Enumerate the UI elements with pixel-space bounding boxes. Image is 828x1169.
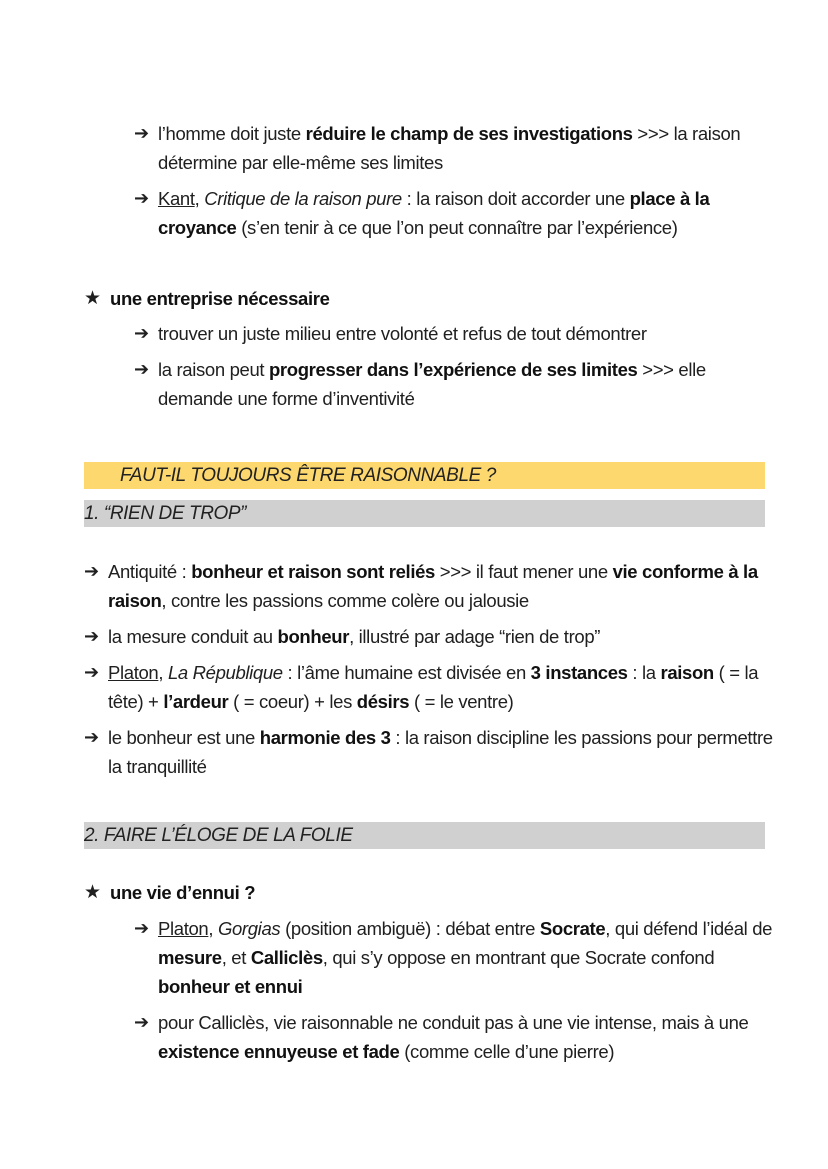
entreprise-list bbox=[134, 319, 774, 413]
bold-text: désirs bbox=[356, 691, 410, 712]
text-run: : la raison discipline les passions pour permettre la tranquillité bbox=[108, 727, 773, 777]
section2-list bbox=[134, 914, 774, 1066]
list-item bbox=[134, 119, 774, 177]
bold-text: vie conforme à la raison bbox=[108, 561, 758, 611]
underlined-text: Platon bbox=[158, 918, 209, 939]
arrow-icon: ➔ bbox=[84, 662, 99, 682]
list-item bbox=[134, 319, 774, 348]
list-item bbox=[84, 658, 774, 716]
list-item bbox=[84, 622, 774, 651]
bold-text: harmonie des 3 bbox=[259, 727, 391, 748]
list-item bbox=[134, 1008, 774, 1066]
arrow-icon: ➔ bbox=[84, 561, 99, 581]
text-run: trouver un juste milieu entre volonté et refus de tout démontrer bbox=[158, 323, 647, 344]
bold-text: existence ennuyeuse et fade bbox=[158, 1041, 400, 1062]
bold-text: progresser dans l’expérience de ses limites bbox=[268, 359, 638, 380]
bold-text: réduire le champ de ses investigations bbox=[305, 123, 633, 144]
text-run: la raison peut bbox=[158, 359, 269, 380]
text-run: , illustré par adage “rien de trop” bbox=[349, 626, 601, 647]
text-run: , bbox=[208, 918, 218, 939]
bold-text: raison bbox=[660, 662, 714, 683]
text-run: >>> il faut mener une bbox=[434, 561, 613, 582]
text-run: la mesure conduit au bbox=[108, 626, 278, 647]
text-run: (s’en tenir à ce que l’on peut connaître par l’expérience) bbox=[236, 217, 678, 238]
chapter-title-text: FAUT-IL TOUJOURS ÊTRE RAISONNABLE ? bbox=[120, 465, 496, 486]
entreprise-heading bbox=[84, 284, 774, 313]
underlined-text: Platon bbox=[108, 662, 159, 683]
text-run: ( = le ventre) bbox=[409, 691, 514, 712]
list-item-text bbox=[158, 119, 774, 177]
section2-title-text: 2. FAIRE L’ÉLOGE DE LA FOLIE bbox=[84, 825, 353, 846]
list-item bbox=[134, 914, 774, 1001]
text-run: : la raison doit accorder une bbox=[401, 188, 630, 209]
section1-title-text: 1. “RIEN DE TROP” bbox=[84, 503, 247, 524]
section-heading: une entreprise nécessaire bbox=[110, 288, 330, 309]
list-item-text bbox=[158, 914, 774, 1001]
arrow-icon: ➔ bbox=[134, 323, 149, 343]
text-run: , et bbox=[221, 947, 251, 968]
italic-text: La République bbox=[167, 662, 283, 683]
list-item bbox=[84, 723, 774, 781]
arrow-icon: ➔ bbox=[134, 918, 149, 938]
text-run: : la bbox=[627, 662, 661, 683]
text-run: >>> elle demande une forme d’inventivité bbox=[158, 359, 706, 409]
star-icon: ★ bbox=[84, 288, 101, 309]
list-item bbox=[134, 184, 774, 242]
text-run: ( = la tête) + bbox=[108, 662, 759, 712]
arrow-icon: ➔ bbox=[134, 1012, 149, 1032]
text-run: , qui s’y oppose en montrant que Socrate confond bbox=[322, 947, 715, 968]
bold-text: mesure bbox=[158, 947, 222, 968]
arrow-icon: ➔ bbox=[134, 359, 149, 379]
text-run: Antiquité : bbox=[108, 561, 192, 582]
star-icon: ★ bbox=[84, 882, 101, 903]
top-list bbox=[134, 119, 774, 242]
list-item-text bbox=[158, 355, 774, 413]
list-item-text bbox=[108, 557, 774, 615]
bold-text: bonheur et ennui bbox=[158, 976, 303, 997]
bold-text: Socrate bbox=[539, 918, 606, 939]
arrow-icon: ➔ bbox=[134, 188, 149, 208]
section2-title bbox=[84, 822, 765, 849]
bold-text: bonheur bbox=[277, 626, 350, 647]
bold-text: bonheur et raison sont reliés bbox=[191, 561, 435, 582]
list-item-text bbox=[108, 723, 774, 781]
list-item bbox=[134, 355, 774, 413]
underlined-text: Kant bbox=[158, 188, 195, 209]
arrow-icon: ➔ bbox=[134, 123, 149, 143]
italic-text: Critique de la raison pure bbox=[204, 188, 402, 209]
text-run: (position ambiguë) : débat entre bbox=[280, 918, 540, 939]
arrow-icon: ➔ bbox=[84, 626, 99, 646]
text-run: , bbox=[158, 662, 168, 683]
text-run: , qui défend l’idéal de bbox=[605, 918, 773, 939]
section-heading: une vie d’ennui ? bbox=[110, 882, 256, 903]
list-item bbox=[84, 557, 774, 615]
list-item-text bbox=[108, 622, 774, 651]
bold-text: 3 instances bbox=[530, 662, 628, 683]
text-run: , contre les passions comme colère ou jalousie bbox=[161, 590, 529, 611]
section1-list bbox=[84, 557, 774, 781]
list-item-text bbox=[158, 184, 774, 242]
text-run: >>> la raison détermine par elle-même ses limites bbox=[158, 123, 741, 173]
bold-text: l’ardeur bbox=[163, 691, 229, 712]
list-item-text bbox=[158, 319, 774, 348]
text-run: ( = coeur) + les bbox=[228, 691, 357, 712]
text-run: l’homme doit juste bbox=[158, 123, 306, 144]
text-run: le bonheur est une bbox=[108, 727, 260, 748]
text-run: , bbox=[194, 188, 205, 209]
text-run: : l’âme humaine est divisée en bbox=[282, 662, 531, 683]
bold-text: place à la croyance bbox=[158, 188, 710, 238]
section1-title bbox=[84, 500, 765, 527]
italic-text: Gorgias bbox=[217, 918, 281, 939]
chapter-title bbox=[84, 462, 765, 489]
ennui-heading bbox=[84, 878, 774, 907]
arrow-icon: ➔ bbox=[84, 727, 99, 747]
list-item-text bbox=[108, 658, 774, 716]
text-run: (comme celle d’une pierre) bbox=[399, 1041, 615, 1062]
list-item-text bbox=[158, 1008, 774, 1066]
text-run: pour Calliclès, vie raisonnable ne conduit pas à une vie intense, mais à une bbox=[158, 1012, 749, 1033]
bold-text: Calliclès bbox=[250, 947, 323, 968]
